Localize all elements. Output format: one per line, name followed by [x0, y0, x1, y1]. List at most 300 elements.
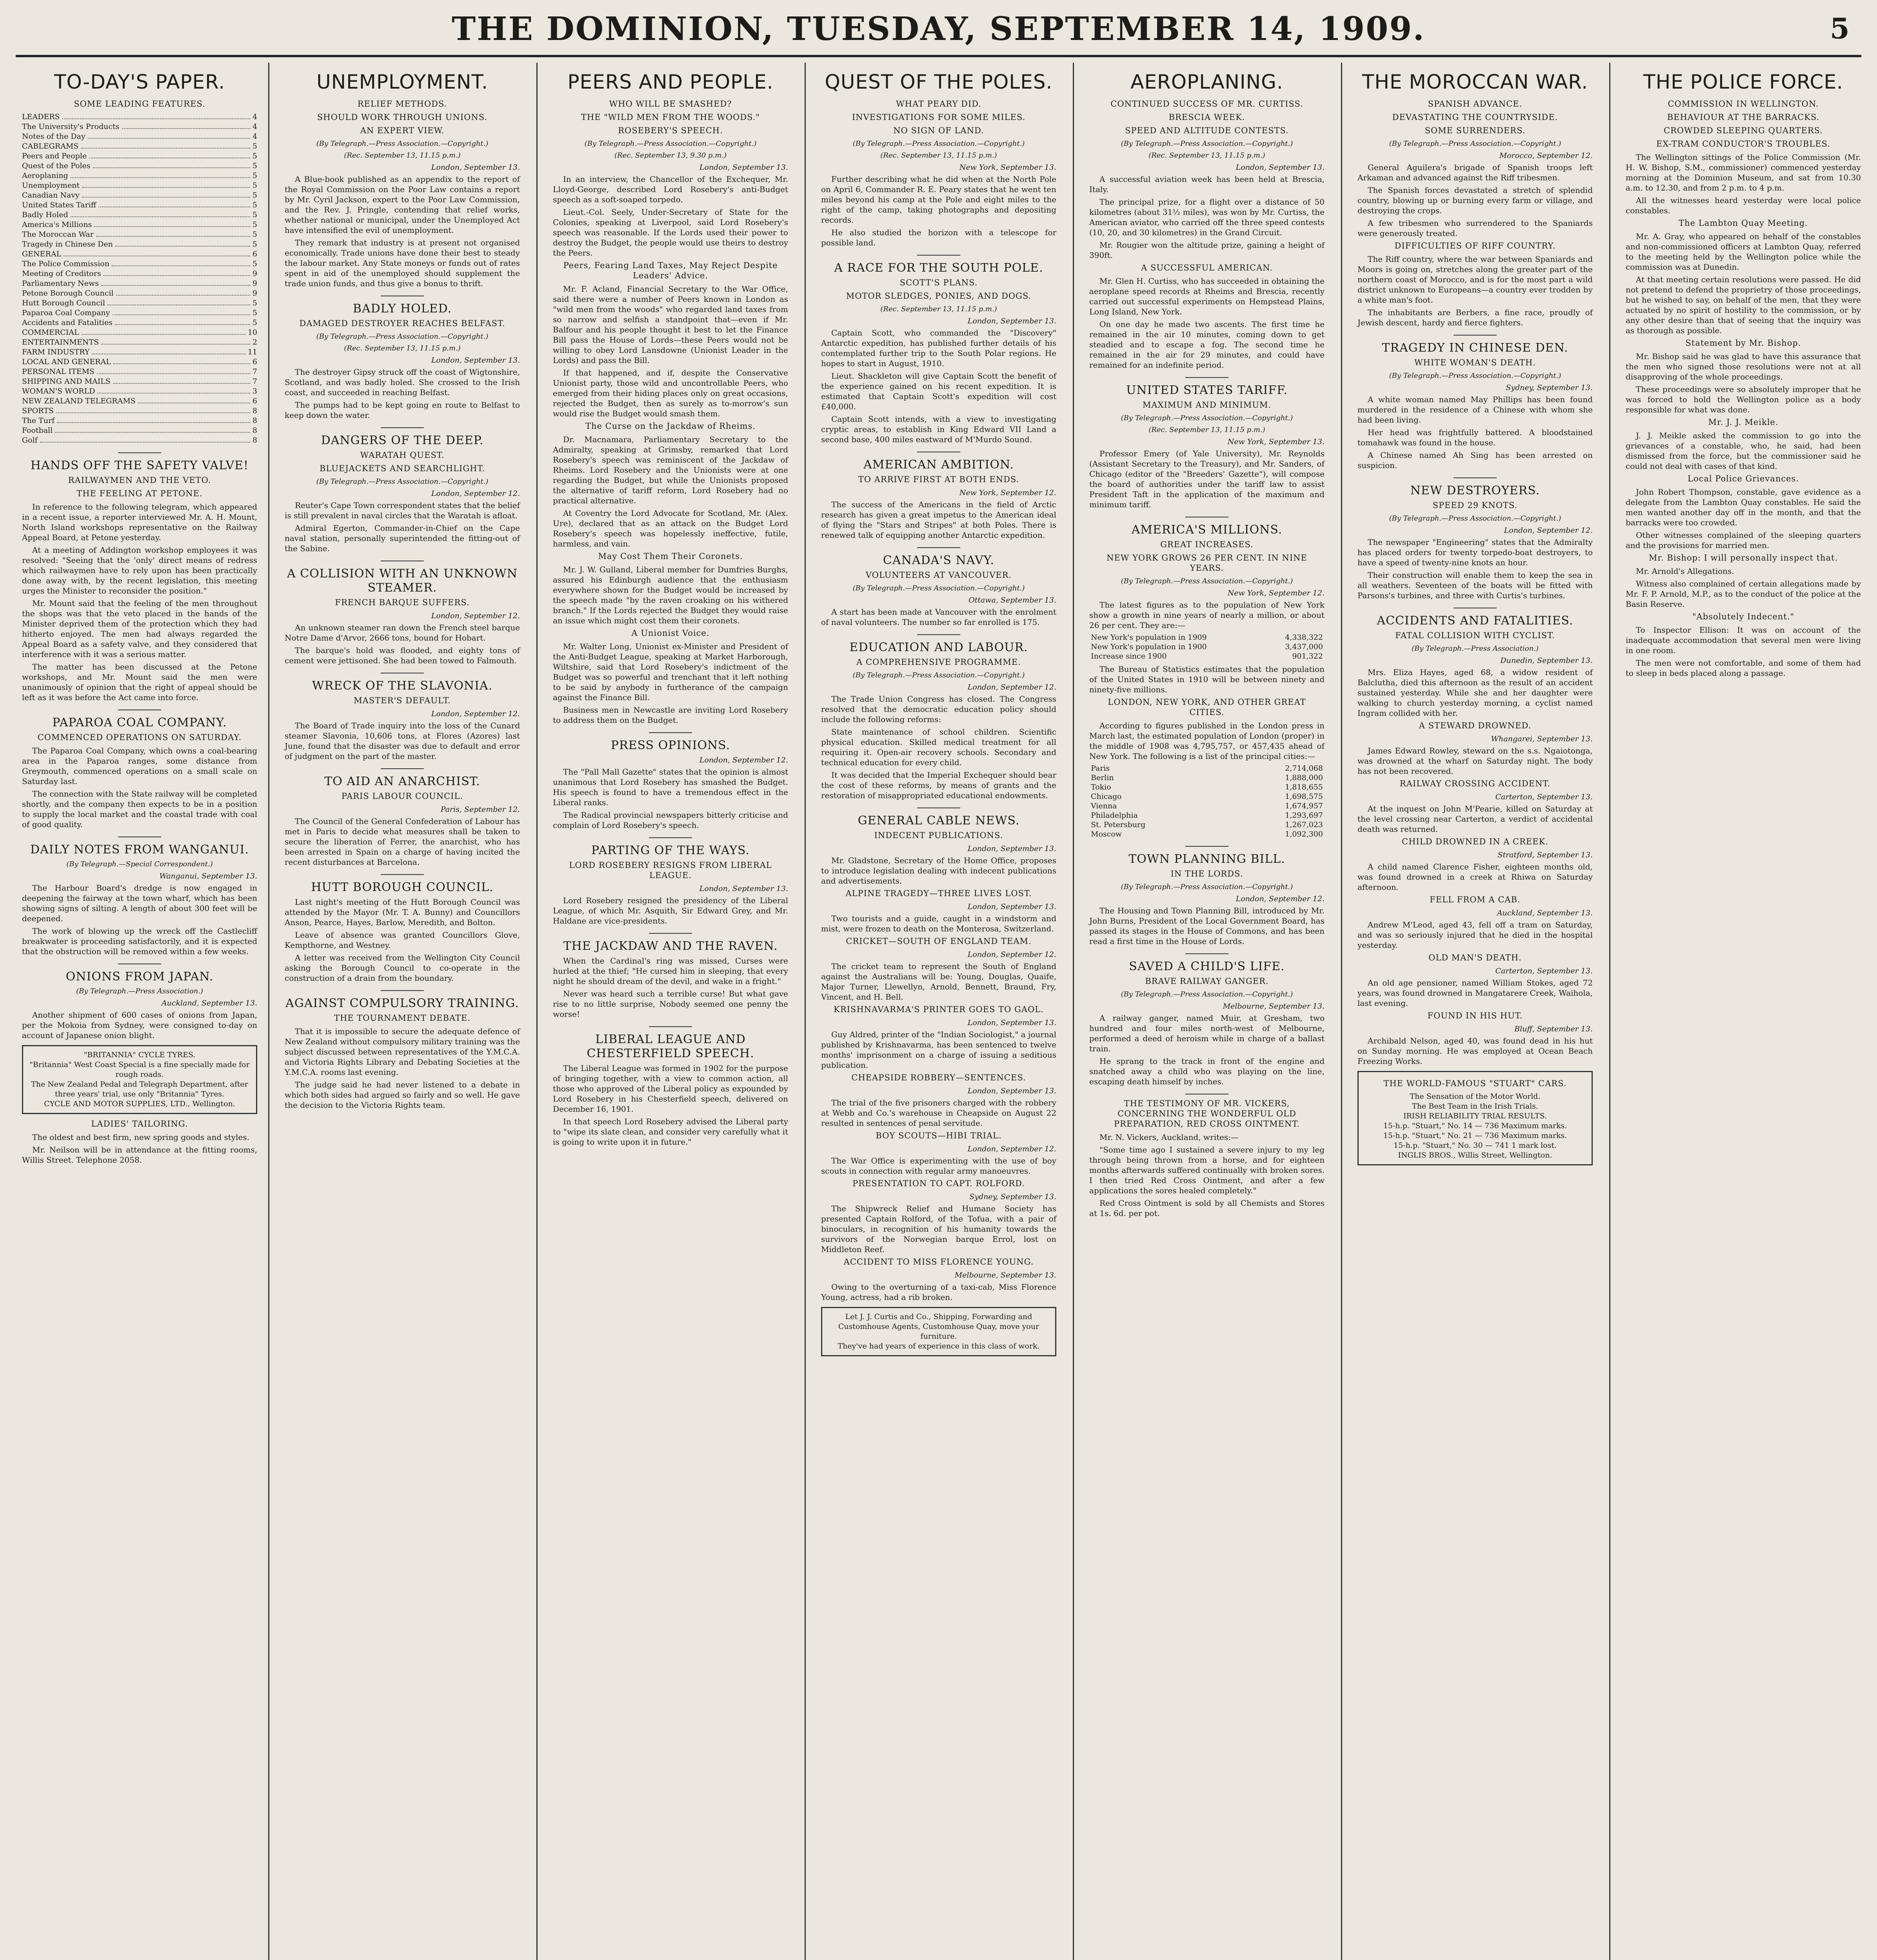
wanganui-dateline: Wanganui, September 13. [159, 872, 257, 880]
contents-leader [113, 308, 250, 315]
contents-page: 4 [252, 122, 257, 131]
collision-body [285, 622, 520, 666]
paragraph: To Inspector Ellison: It was on account of the inadequate accommodation that several men were living in one room. [1626, 625, 1861, 655]
canadas-navy-body [821, 607, 1056, 627]
unemployment-heading: UNEMPLOYMENT. [316, 71, 488, 93]
indecent-subheading: "Absolutely Indecent." [1692, 612, 1795, 621]
table-row [1089, 829, 1325, 839]
motor-sledges-subheading: MOTOR SLEDGES, PONIES, AND DOGS. [846, 291, 1032, 301]
stuart-cars-heading: THE WORLD-FAMOUS "STUART" CARS. [1383, 1079, 1567, 1088]
contents-label: Tragedy in Chinese Den [22, 240, 113, 249]
paragraph: Mr. Neilson will be in attendance at the fitting rooms, Willis Street. Telephone 2058. [22, 1145, 257, 1165]
paragraph: The Riff country, where the war between Spaniards and Moors is going on, stretches along the greater part of the northern coast of Morocco, and is for the most part a wild district unknown to Europeans—a country ever trodden by a white man's foot. [1357, 254, 1593, 305]
paparoa-subheading: COMMENCED OPERATIONS ON SATURDAY. [37, 733, 242, 742]
parting-heading: PARTING OF THE WAYS. [591, 844, 750, 857]
contents-item [22, 230, 257, 240]
vickers-heading: THE TESTIMONY OF MR. VICKERS, CONCERNING THE WONDERFUL OLD PREPARATION, RED CROSS OINTMENT. [1114, 1099, 1300, 1129]
contents-item [22, 396, 257, 406]
paragraph: Archibald Nelson, aged 40, was found dead in his hut on Sunday morning. He was employed at Ocean Beach Freezing Works. [1357, 1036, 1593, 1066]
peers-credit: (By Telegraph.—Press Association.—Copyright.) [584, 140, 757, 148]
great-cities-subheading: LONDON, NEW YORK, AND OTHER GREAT CITIES. [1108, 697, 1306, 717]
contents-page: 5 [252, 309, 257, 317]
fell-from-cab-subheading: FELL FROM A CAB. [1430, 895, 1521, 904]
advert-line: IRISH RELIABILITY TRIAL RESULTS. [1403, 1112, 1547, 1120]
bishop-statement-body [1626, 351, 1861, 415]
contents-label: America's Millions [22, 220, 92, 229]
population-table [1089, 633, 1325, 661]
contents-leader [104, 269, 250, 276]
badly-holed-heading: BADLY HOLED. [353, 302, 452, 316]
paragraph: At the inquest on John M'Pearie, killed on Saturday at the level crossing near Carterton, a verdict of accidental death was returned. [1357, 804, 1593, 834]
wild-men-subheading: THE "WILD MEN FROM THE WOODS." [581, 113, 760, 122]
wanganui-heading: DAILY NOTES FROM WANGANUI. [30, 843, 249, 857]
paragraph: Their construction will enable them to keep the sea in all weathers. Seventeen of the boats will be fitted with Parsons's turbines, and three with Curtis's turbines. [1357, 570, 1593, 600]
found-in-hut-dateline: Bluff, September 13. [1514, 1025, 1593, 1033]
contents-leader [40, 436, 250, 443]
unemployment-body [285, 174, 520, 289]
contents-label: Quest of the Poles [22, 162, 91, 170]
paragraph: Mr. Mount said that the feeling of the men throughout the shops was that the veto placed in the hands of the Minister deprived them of the protection which they had hitherto enjoyed. The men had always regarded the Appeal Board as a safety valve, and they considered that interference with it was a serious matter. [22, 599, 257, 659]
contents-item [22, 387, 257, 396]
contents-leader [71, 171, 250, 178]
contents-list [22, 112, 257, 445]
paragraph: The War Office is experimenting with the use of boy scouts in connection with regular army manoeuvres. [821, 1156, 1056, 1176]
meikle-subheading: Mr. J. J. Meikle. [1708, 417, 1779, 427]
poles-body [821, 174, 1056, 248]
column-rule [536, 63, 538, 1960]
table-label: Philadelphia [1091, 811, 1138, 820]
contents-leader [113, 377, 250, 384]
press-opinions-body [553, 767, 788, 830]
bluejackets-subheading: BLUEJACKETS AND SEARCHLIGHT. [319, 464, 485, 473]
badly-holed-body [285, 367, 520, 420]
cable-news-heading: GENERAL CABLE NEWS. [858, 814, 1020, 828]
boy-scouts-body [821, 1156, 1056, 1176]
contents-page: 6 [252, 358, 257, 366]
contents-item [22, 112, 257, 122]
paragraph: At Coventry the Lord Advocate for Scotland, Mr. (Alex. Ure), declared that as an attack on the Budget Lord Rosebery's speech was hopelessly ineffective, futile, harmless, and vain. [553, 508, 788, 548]
column-5 [1084, 68, 1330, 1960]
paragraph: Mr. F. Acland, Financial Secretary to the War Office, said there were a number of Peers known in London as "wild men from the woods" who regarded land taxes from so narrow and selfish a standpoint that—even if Mr. Balfour and his people thought it best to let the Finance Bill pass the House of Lords—these Peers would not be willing to obey Lord Lansdowne (Unionist Leader in the Lords) and pass the Bill. [553, 284, 788, 365]
separator [649, 1026, 692, 1027]
railway-crossing-subheading: RAILWAY CROSSING ACCIDENT. [1399, 779, 1551, 788]
americas-millions-dateline: New York, September 12. [1227, 589, 1325, 597]
table-row [1089, 633, 1325, 642]
table-row [1089, 764, 1325, 773]
canadas-navy-heading: CANADA'S NAVY. [883, 554, 995, 567]
table-value: 1,674,957 [1285, 802, 1323, 810]
paragraph: Mr. J. W. Gulland, Liberal member for Dumfries Burghs, assured his Edinburgh audience that the enthusiasm everywhere shown for the Budget would be increased by the speech made "by the raven croaking on his withered branch." If the Lords rejected the Budget they would raise an issue which might cost them their coronets. [553, 565, 788, 625]
contents-item [22, 436, 257, 445]
contents-item [22, 308, 257, 318]
florence-young-dateline: Melbourne, September 13. [954, 1271, 1056, 1279]
paragraph: At that meeting certain resolutions were passed. He did not pretend to defend the proprietry of those proceedings, but he wished to say, on behalf of the men, that they were actuated by no spirit of hostility to the commission, or by any other desire than that of seeing that the inquiry was as thorough as possible. [1626, 275, 1861, 335]
speed-subheading: SPEED 29 KNOTS. [1432, 501, 1518, 510]
paragraph: Last night's meeting of the Hutt Borough Council was attended by the Mayor (Mr. T. A. Bunny) and Councillors Anson, Pearce, Hayes, Barlow, Meredith, and Bolton. [285, 897, 520, 927]
south-pole-heading: A RACE FOR THE SOUTH POLE. [834, 261, 1043, 275]
railway-crossing-dateline: Carterton, September 13. [1495, 793, 1593, 801]
masthead-title: THE DOMINION, TUESDAY, SEPTEMBER 14, 1909. [452, 10, 1425, 48]
accidents-dateline: Dunedin, September 13. [1500, 656, 1593, 665]
contents-item [22, 181, 257, 191]
boy-scouts-dateline: London, September 12. [967, 1145, 1056, 1153]
tariff-body [1089, 448, 1325, 510]
masthead [0, 0, 1877, 59]
alpine-dateline: London, September 13. [967, 902, 1056, 911]
separator [381, 874, 424, 875]
paragraph: John Robert Thompson, constable, gave evidence as a delegate from the Lambton Quay constables. He said the men wanted another day off in the month, and that the barracks were too crowded. [1626, 487, 1861, 527]
safety-valve-body [22, 502, 257, 702]
table-row [1089, 820, 1325, 829]
krishnavarma-subheading: KRISHNAVARMA'S PRINTER GOES TO GAOL. [834, 1005, 1044, 1014]
childs-life-dateline: Melbourne, September 13. [1223, 1002, 1325, 1011]
contents-page: 5 [252, 230, 257, 239]
separator [917, 255, 960, 256]
childs-life-credit: (By Telegraph.—Press Association.—Copyright.) [1121, 990, 1293, 998]
advert-line: CYCLE AND MOTOR SUPPLIES, LTD., Wellington. [44, 1100, 235, 1108]
tournament-subheading: THE TOURNAMENT DEBATE. [334, 1013, 471, 1023]
contents-page: 5 [252, 211, 257, 219]
separator [381, 990, 424, 991]
contents-leader [101, 338, 250, 345]
contents-leader [115, 318, 250, 325]
contents-leader [82, 328, 245, 335]
scotts-plans-subheading: SCOTT'S PLANS. [899, 278, 978, 287]
press-opinions-heading: PRESS OPINIONS. [611, 739, 730, 752]
new-york-grows-subheading: NEW YORK GROWS 26 PER CENT. IN NINE YEARS. [1107, 553, 1307, 573]
contents-label: CABLEGRAMS [22, 142, 79, 151]
contents-leader [71, 210, 250, 217]
paragraph: The Housing and Town Planning Bill, introduced by Mr. John Burns, President of the Local Government Board, has passed its stages in the House of Commons, and has been read a first time in the House of Lords. [1089, 906, 1325, 946]
contents-leader [93, 161, 250, 168]
contents-leader [55, 426, 250, 433]
paragraph: The men were not comfortable, and some of them had to sleep in beds placed along a passage. [1626, 658, 1861, 678]
badly-holed-dateline: London, September 13. [431, 356, 520, 365]
advert-line: They've had years of experience in this class of work. [838, 1342, 1040, 1350]
columns [0, 59, 1877, 1960]
cheapside-body [821, 1098, 1056, 1128]
paragraph: Lieut.-Col. Seely, Under-Secretary of State for the Colonies, speaking at Liverpool, said Lord Rosebery's speech was reasonable. If the Lords used their power to destroy the Budget, the people would use theirs to destroy the Peers. [553, 207, 788, 258]
contents-label: NEW ZEALAND TELEGRAMS [22, 397, 136, 405]
aeroplaning-heading: AEROPLANING. [1130, 71, 1283, 93]
contents-page: 10 [247, 328, 257, 337]
contents-item [22, 200, 257, 210]
contents-label: The Moroccan War [22, 230, 94, 239]
table-row [1089, 811, 1325, 820]
paragraph: General Aguilera's brigade of Spanish troops left Arkaman and advanced against the Riff tribesmen. [1357, 163, 1593, 182]
paragraph: Red Cross Ointment is sold by all Chemists and Stores at 1s. 6d. per pot. [1089, 1198, 1325, 1218]
table-label: Increase since 1900 [1091, 652, 1167, 661]
bishop-statement-subheading: Statement by Mr. Bishop. [1685, 338, 1801, 348]
separator [1185, 377, 1228, 378]
cities-table [1089, 764, 1325, 839]
curtis-advert [821, 1307, 1056, 1356]
contents-page: 5 [252, 171, 257, 180]
paragraph: The Spanish forces devastated a stretch of splendid country, blowing up or burning every farm or village, and destroying the crops. [1357, 185, 1593, 215]
contents-leader [115, 240, 250, 247]
contents-item [22, 210, 257, 220]
contents-page: 8 [252, 416, 257, 425]
riff-country-body [1357, 254, 1593, 328]
maximum-minimum-subheading: MAXIMUM AND MINIMUM. [1142, 400, 1272, 410]
anarchist-body [285, 816, 520, 867]
steward-body [1357, 746, 1593, 776]
contents-label: COMMERCIAL [22, 328, 79, 337]
american-ambition-dateline: New York, September 12. [959, 488, 1056, 497]
destroyers-credit: (By Telegraph.—Press Association.—Copyright.) [1389, 514, 1561, 523]
french-barque-subheading: FRENCH BARQUE SUFFERS. [335, 598, 470, 607]
contents-label: Meeting of Creditors [22, 269, 101, 278]
table-value: 2,714,068 [1285, 764, 1323, 773]
paragraph: The Trade Union Congress has closed. The Congress resolved that the democratic education policy should include the following reforms: [821, 694, 1056, 724]
rolford-body [821, 1203, 1056, 1254]
land-taxes-body [553, 284, 788, 419]
poles-credit: (By Telegraph.—Press Association.—Copyright.) [852, 140, 1025, 148]
table-label: New York's population in 1909 [1091, 633, 1207, 642]
both-ends-subheading: TO ARRIVE FIRST AT BOTH ENDS. [858, 475, 1019, 484]
jackdaw-body [553, 434, 788, 549]
florence-young-subheading: ACCIDENT TO MISS FLORENCE YOUNG. [843, 1257, 1034, 1267]
town-planning-heading: TOWN PLANNING BILL. [1128, 852, 1285, 866]
contents-item [22, 347, 257, 357]
advert-line: The New Zealand Pedal and Telegraph Department, after three years' trial, use only "Britannia" Tyres. [31, 1080, 248, 1098]
destroyers-dateline: London, September 12. [1504, 526, 1593, 535]
paragraph: The judge said he had never listened to a debate in which both sides had argued so fairly and so well. He gave the decision to the Victoria Rights team. [285, 1080, 520, 1110]
education-dateline: London, September 12. [967, 683, 1056, 691]
paragraph: He also studied the horizon with a telescope for possible land. [821, 228, 1056, 247]
cricket-body [821, 961, 1056, 1002]
contents-item [22, 171, 257, 181]
paragraph: An unknown steamer ran down the French steel barque Notre Dame d'Arvor, 2666 tons, bound for Hobart. [285, 623, 520, 642]
alpine-body [821, 913, 1056, 934]
contents-page: 5 [252, 318, 257, 327]
contents-item [22, 357, 257, 367]
contents-leader [98, 200, 250, 207]
accidents-body [1357, 667, 1593, 718]
devastating-subheading: DEVASTATING THE COUNTRYSIDE. [1392, 113, 1558, 122]
paragraph: The latest figures as to the population of New York show a growth in nine years of nearly a million, or about 26 per cent. They are:— [1089, 600, 1325, 630]
paragraph: If that happened, and if, despite the Conservative Unionist party, those wild and uncontrollable Peers, who emerged from their hiding places only on great occasions, rejected the Budget, then as surely as to-morrow's sun would rise the Budget would smash them. [553, 368, 788, 418]
curtis-advert-lines [827, 1312, 1050, 1351]
stuart-cars-lines [1363, 1092, 1587, 1160]
contents-page: 5 [252, 260, 257, 268]
paragraph: A successful aviation week has been held at Brescia, Italy. [1089, 174, 1325, 194]
south-pole-body [821, 328, 1056, 445]
contents-label: WOMAN'S WORLD [22, 387, 95, 396]
table-row [1089, 801, 1325, 811]
anarchist-heading: TO AID AN ANARCHIST. [324, 775, 480, 788]
contents-label: PERSONAL ITEMS [22, 367, 95, 376]
meikle-body [1626, 430, 1861, 471]
unemployment-received: (Rec. September 13, 11.15 p.m.) [344, 151, 461, 160]
contents-page: 5 [252, 201, 257, 209]
grievances-subheading: Local Police Grievances. [1688, 474, 1799, 483]
separator [1185, 846, 1228, 847]
great-cities-body [1089, 720, 1325, 761]
paragraph: The success of the Americans in the field of Arctic research has given a great impetus to the American ideal of flying the "Stars and Stripes" at both Poles. There is renewed talk of equipping another Antarctic expedition. [821, 500, 1056, 540]
safety-valve-heading: HANDS OFF THE SAFETY VALVE! [30, 459, 249, 472]
table-label: New York's population in 1900 [1091, 642, 1207, 651]
contents-leader [116, 289, 250, 296]
paragraph: Captain Scott intends, with a view to investigating cryptic areas, to establish in King Edward VII Land a second base, 400 miles eastward of M'Murdo Sound. [821, 414, 1056, 444]
advert-line: 15-h.p. "Stuart," No. 30 — 741 1 mark lost. [1393, 1141, 1557, 1150]
paragraph: All the witnesses heard yesterday were local police constables. [1626, 196, 1861, 215]
paragraph: The Council of the General Confederation of Labour has met in Paris to decide what measures shall be taken to secure the liberation of Ferrer, the anarchist, who has been arrested in Spain on a charge of having incited the recent disturbances at Barcelona. [285, 817, 520, 867]
contents-label: FARM INDUSTRY [22, 348, 90, 356]
contents-leader [97, 387, 250, 394]
table-row [1089, 652, 1325, 661]
slavonia-heading: WRECK OF THE SLAVONIA. [312, 679, 493, 693]
paragraph: A Blue-book published as an appendix to the report of the Royal Commission on the Poor Law contains a report by Mr. Cyril Jackson, expert to the Poor Law Commission, and the Rev. J. Pringle, contending that relief works, whether national or municipal, under the Unemployed Act have intensified the evil of unemployment. [285, 174, 520, 235]
town-planning-credit: (By Telegraph.—Press Association.—Copyright.) [1121, 883, 1293, 891]
paragraph: Mr. Walter Long, Unionist ex-Minister and President of the Anti-Budget League, speaking at Market Harborough, Wiltshire, said that Lord Rosebery's indictment of the Budget was so powerful and trenchant that it left nothing to be said by anybody in furtherance of the campaign against the Finance Bill. [553, 642, 788, 702]
paragraph: Witness also complained of certain allegations made by Mr. F. P. Arnold, M.P., as to the conduct of the police at the Basin Reserve. [1626, 579, 1861, 609]
paragraph: The destroyer Gipsy struck off the coast of Wigtonshire, Scotland, and was badly holed. She crossed to the Irish coast, and succeeded in reaching Belfast. [285, 367, 520, 397]
contents-label: Aeroplaning [22, 171, 68, 180]
column-rule [1073, 63, 1074, 1960]
police-force-body [1626, 152, 1861, 216]
contents-label: LEADERS [22, 113, 60, 121]
contents-leader [56, 406, 250, 413]
contents-leader [113, 357, 250, 364]
contents-label: SPORTS [22, 407, 54, 415]
peers-body [553, 174, 788, 258]
contents-leader [97, 367, 250, 374]
leading-features-subheading: SOME LEADING FEATURES. [74, 99, 205, 109]
ladies-tailoring-heading: LADIES' TAILORING. [91, 1119, 188, 1129]
contents-label: Badly Holed [22, 211, 68, 219]
badly-holed-received: (Rec. September 13, 11.15 p.m.) [344, 344, 461, 352]
contents-page: 9 [252, 279, 257, 288]
spanish-advance-subheading: SPANISH ADVANCE. [1428, 99, 1523, 109]
south-pole-dateline: London, September 13. [967, 317, 1056, 325]
paragraph: Mr. N. Vickers, Auckland, writes:— [1099, 1132, 1239, 1142]
indecent-body [1626, 625, 1861, 678]
paragraph: A white woman named May Phillips has been found murdered in the residence of a Chinese with whom she had been living. [1357, 395, 1593, 425]
separator [917, 547, 960, 548]
table-value: 1,092,300 [1285, 830, 1323, 838]
found-in-hut-body [1357, 1036, 1593, 1066]
poles-received: (Rec. September 13, 11.15 p.m.) [880, 151, 997, 160]
paragraph: Lieut. Shackleton will give Captain Scott the benefit of the experience gained on his recent expedition. It is estimated that Captain Scott's expedition will cost £40,000. [821, 371, 1056, 411]
contents-label: Paparoa Coal Company [22, 309, 110, 317]
onions-dateline: Auckland, September 13. [161, 999, 257, 1007]
boy-scouts-subheading: BOY SCOUTS—HIBI TRIAL. [876, 1131, 1002, 1140]
paragraph: Another shipment of 600 cases of onions from Japan, per the Mokoia from Sydney, were consigned to-day on account of Japanese onion blight. [22, 1010, 257, 1040]
successful-american-body [1089, 276, 1325, 370]
contents-page: 5 [252, 191, 257, 200]
advert-line: Let J. J. Curtis and Co., Shipping, Forwarding and Customhouse Agents, Customhouse Quay, move your furniture. [838, 1312, 1039, 1341]
tariff-dateline: New York, September 13. [1227, 437, 1325, 446]
paragraph: Never was heard such a terrible curse! But what gave rise to no little surprise, Nobody seemed one penny the worse! [553, 989, 788, 1019]
accidents-heading: ACCIDENTS AND FATALITIES. [1377, 614, 1574, 628]
peers-dateline: London, September 13. [699, 163, 788, 172]
contents-label: ENTERTAINMENTS [22, 338, 99, 347]
paragraph: Reuter's Cape Town correspondent states that the belief is still prevalent in naval circles that the Waratah is afloat. [285, 501, 520, 520]
tariff-heading: UNITED STATES TARIFF. [1126, 383, 1288, 397]
separator [649, 837, 692, 838]
education-credit: (By Telegraph.—Press Association.—Copyright.) [852, 671, 1025, 679]
slavonia-dateline: London, September 12. [431, 710, 520, 718]
paragraph: An old age pensioner, named William Stokes, aged 72 years, was found drowned in Mangatarere Creek, Waihola, last evening. [1357, 978, 1593, 1008]
jackdaw-raven-body [553, 956, 788, 1019]
petone-subheading: THE FEELING AT PETONE. [76, 489, 203, 498]
contents-page: 8 [252, 426, 257, 435]
table-value: 4,338,322 [1285, 633, 1323, 642]
aeroplaning-body [1089, 174, 1325, 260]
paragraph: James Edward Rowley, steward on the s.s. Ngaiotonga, was drowned at the wharf on Saturday night. The body has not been recovered. [1357, 746, 1593, 776]
paragraph: He sprang to the track in front of the engine and snatched away a child who was playing on the line, escaping death himself by inches. [1089, 1056, 1325, 1086]
contents-leader [96, 230, 250, 237]
dangers-heading: DANGERS OF THE DEEP. [321, 434, 484, 447]
chinese-den-dateline: Sydney, September 13. [1506, 383, 1593, 392]
contents-item [22, 416, 257, 426]
contests-subheading: SPEED AND ALTITUDE CONTESTS. [1125, 126, 1289, 135]
destroyers-heading: NEW DESTROYERS. [1410, 484, 1540, 497]
advert-line: "Britannia" West Coast Special is a fine specially made for rough roads. [29, 1060, 250, 1079]
surrenders-subheading: SOME SURRENDERS. [1425, 126, 1526, 135]
advert-line: INGLIS BROS., Willis Street, Wellington. [1398, 1151, 1552, 1160]
contents-label: Notes of the Day [22, 132, 85, 141]
paragraph: Mr. Gladstone, Secretary of the Home Office, proposes to introduce legislation dealing with indecent publications and advertisements. [821, 856, 1056, 886]
table-value: 1,818,655 [1285, 783, 1323, 791]
tariff-received: (Rec. September 13, 11.15 p.m.) [1148, 426, 1265, 434]
contents-leader [138, 396, 250, 403]
paragraph: Mr. Bishop said he was glad to have this assurance that the men who signed those resolutions were not at all disapproving of the whole proceedings. [1626, 352, 1861, 381]
paragraph: J. J. Meikle asked the commission to go into the grievances of a constable, who, he said, had been dismissed from the force, but the commissioner said he could not deal with cases of that kind. [1626, 431, 1861, 471]
unionist-voice-subheading: A Unionist Voice. [631, 628, 710, 638]
american-ambition-heading: AMERICAN AMBITION. [863, 458, 1014, 472]
contents-page: 5 [252, 299, 257, 307]
contents-page: 5 [252, 240, 257, 249]
separator [649, 933, 692, 934]
contents-item [22, 367, 257, 377]
contents-leader [89, 151, 250, 158]
americas-millions-body [1089, 600, 1325, 630]
britannia-tyres-advert [22, 1045, 257, 1114]
child-drowned-dateline: Stratford, September 13. [1497, 851, 1593, 859]
paragraph: Other witnesses complained of the sleeping quarters and the provisions for married men. [1626, 530, 1861, 550]
separator [381, 768, 424, 769]
paragraph: The Wellington sittings of the Police Commission (Mr. H. W. Bishop, S.M., commissioner) commenced yesterday morning at the Dominion Museum, and sat from 10.30 a.m. to 12.30, and from 2 p.m. to 4 p.m. [1626, 152, 1861, 192]
fell-from-cab-body [1357, 920, 1593, 950]
contents-page: 5 [252, 142, 257, 151]
tram-conductor-subheading: EX-TRAM CONDUCTOR'S TROUBLES. [1656, 139, 1830, 149]
riff-country-subheading: DIFFICULTIES OF RIFF COUNTRY. [1394, 241, 1556, 250]
table-row [1089, 782, 1325, 792]
table-label: Berlin [1091, 773, 1114, 782]
police-force-heading: THE POLICE FORCE. [1643, 71, 1843, 93]
onions-body [22, 1010, 257, 1040]
column-7 [1620, 68, 1866, 1960]
table-value: 1,267,023 [1285, 820, 1323, 829]
contents-item [22, 122, 257, 132]
peers-heading: PEERS AND PEOPLE. [567, 71, 774, 93]
contents-item [22, 406, 257, 416]
dangers-credit: (By Telegraph.—Press Association.—Copyright.) [316, 477, 489, 486]
land-taxes-subheading: Peers, Fearing Land Taxes, May Reject Despite Leaders' Advice. [563, 261, 778, 280]
paragraph: State maintenance of school children. Scientific physical education. Skilled medical treatment for all requiring it. Open-air recovery schools. Secondary and technical education for every child. [821, 727, 1056, 767]
unions-subheading: SHOULD WORK THROUGH UNIONS. [317, 113, 488, 122]
unemployment-credit: (By Telegraph.—Press Association.—Copyright.) [316, 140, 489, 148]
poles-dateline: New York, September 13. [959, 163, 1056, 172]
contents-item [22, 142, 257, 151]
childs-life-body [1089, 1013, 1325, 1087]
column-rule [1341, 63, 1342, 1960]
american-ambition-body [821, 499, 1056, 540]
column-rule [805, 63, 806, 1960]
lambton-quay-body [1626, 231, 1861, 336]
